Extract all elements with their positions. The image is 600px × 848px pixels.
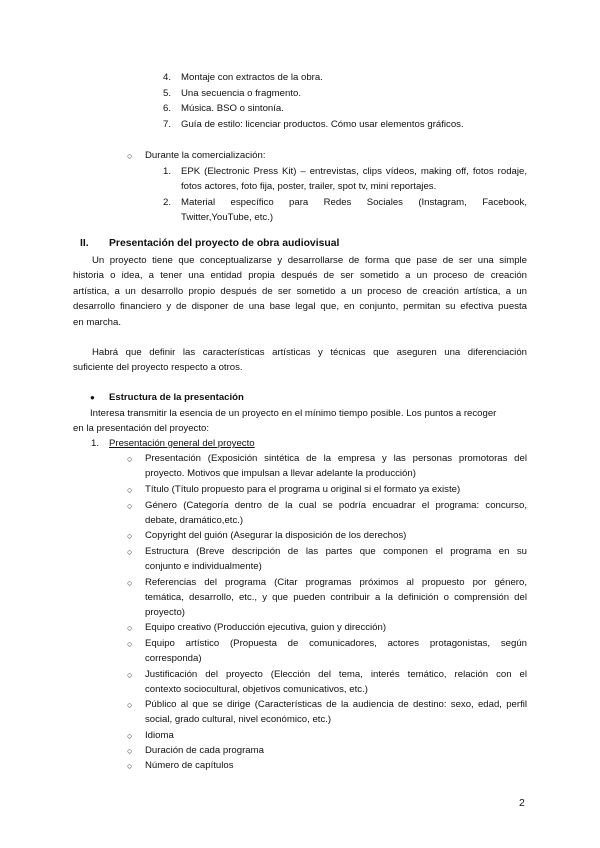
- list-item-line: Twitter,YouTube, etc.): [181, 212, 274, 223]
- list-number: 7.: [163, 119, 172, 130]
- circle-bullet-icon: ○: [127, 151, 133, 161]
- list-number: 1.: [91, 438, 100, 449]
- item-line: contexto sociocultural, objetivos comunicativos, etc.): [145, 684, 368, 695]
- page-number: 2: [519, 797, 525, 809]
- list-number: 5.: [163, 88, 172, 99]
- item-line: temática, desarrollo, etc., y que pueden contribuir a la definición o comprensión del: [145, 592, 527, 603]
- item-line: Estructura (Breve descripción de las partes que componen el programa en su: [145, 546, 527, 557]
- paragraph-line: suficiente del proyecto respecto a otros.: [73, 362, 243, 373]
- list-item: Una secuencia o fragmento.: [181, 88, 301, 99]
- item-line: proyecto): [145, 607, 185, 618]
- paragraph-line: en marcha.: [73, 317, 121, 328]
- circle-bullet-icon: ○: [127, 670, 133, 680]
- item-line: social, grado cultural, nivel económico, etc.): [145, 714, 332, 725]
- paragraph-line: artística, a un desarrollo propio después de ser sometido a un proceso de creación artística, a un: [73, 286, 527, 297]
- item-line: Equipo artístico (Propuesta de comunicadores, actores protagonistas, según: [145, 638, 527, 649]
- item-line: Duración de cada programa: [145, 745, 264, 756]
- circle-bullet-icon: ○: [127, 700, 133, 710]
- list-number: 6.: [163, 103, 172, 114]
- item-line: corresponda): [145, 653, 202, 664]
- section-numeral: II.: [80, 238, 89, 249]
- item-line: Público al que se dirige (Características de la audiencia de destino: sexo, edad, perfil: [145, 699, 527, 710]
- list-item: Música. BSO o sintonía.: [181, 103, 284, 114]
- circle-bullet-icon: ○: [127, 578, 133, 588]
- list-item-line: fotos actores, foto fija, poster, trailer, spot tv, mini reportajes.: [181, 181, 437, 192]
- list-item-line: EPK (Electronic Press Kit) – entrevistas, clips vídeos, making off, fotos rodaje,: [181, 166, 527, 177]
- paragraph-line: Un proyecto tiene que conceptualizarse y desarrollarse de forma que pase de ser una simple: [92, 255, 527, 266]
- circle-bullet-icon: ○: [127, 454, 133, 464]
- paragraph-line: en la presentación del proyecto:: [73, 423, 209, 434]
- circle-bullet-icon: ○: [127, 485, 133, 495]
- item-line: Idioma: [145, 730, 174, 741]
- item-line: Número de capítulos: [145, 760, 234, 771]
- paragraph-line: Interesa transmitir la esencia de un proyecto en el mínimo tiempo posible. Los puntos a recoger: [90, 408, 497, 419]
- filled-bullet-icon: ●: [90, 393, 95, 402]
- circle-bullet-icon: ○: [127, 531, 133, 541]
- item-line: Equipo creativo (Producción ejecutiva, guion y dirección): [145, 622, 387, 633]
- item-line: proyecto. Motivos que impulsan a llevar adelante la producción): [145, 468, 416, 479]
- commercial-label: Durante la comercialización:: [145, 150, 266, 161]
- paragraph-line: Habrá que definir las características artísticas y técnicas que aseguren una diferenciación: [92, 347, 527, 358]
- circle-bullet-icon: ○: [127, 623, 133, 633]
- list-number: 4.: [163, 72, 172, 83]
- section-title: Presentación del proyecto de obra audiovisual: [109, 238, 340, 249]
- item-line: Referencias del programa (Citar programas próximos al propuesto por género,: [145, 577, 527, 588]
- circle-bullet-icon: ○: [127, 639, 133, 649]
- item-line: Copyright del guión (Asegurar la disposición de los derechos): [145, 530, 407, 541]
- circle-bullet-icon: ○: [127, 746, 133, 756]
- item-line: Género (Categoría dentro de la cual se podría encuadrar el programa: concurso,: [145, 500, 527, 511]
- list-item-line: Material específico para Redes Sociales (Instagram, Facebook,: [181, 197, 527, 208]
- item-line: debate, dramático,etc.): [145, 515, 244, 526]
- item-line: Justificación del proyecto (Elección del tema, interés temático, relación con el: [145, 669, 527, 680]
- circle-bullet-icon: ○: [127, 501, 133, 511]
- list-item: Montaje con extractos de la obra.: [181, 72, 323, 83]
- item-line: Presentación (Exposición sintética de la empresa y las personas promotoras del: [145, 453, 527, 464]
- subsection-title: Estructura de la presentación: [109, 392, 244, 403]
- paragraph-line: historia o idea, a tener una entidad propia después de ser sometido a un proceso de creación: [73, 270, 527, 281]
- list-number: 1.: [163, 166, 172, 177]
- list-number: 2.: [163, 197, 172, 208]
- item-line: conjunto e individualmente): [145, 561, 262, 572]
- list-item: Guía de estilo: licenciar productos. Cómo usar elementos gráficos.: [181, 119, 464, 130]
- circle-bullet-icon: ○: [127, 731, 133, 741]
- item-line: Título (Título propuesto para el programa u original si el formato ya existe): [145, 484, 461, 495]
- circle-bullet-icon: ○: [127, 547, 133, 557]
- paragraph-line: desarrollo financiero y de disponer de una base legal que, en conjunto, permitan su efectiva puesta: [73, 301, 527, 312]
- list-title: Presentación general del proyecto: [109, 438, 255, 449]
- circle-bullet-icon: ○: [127, 761, 133, 771]
